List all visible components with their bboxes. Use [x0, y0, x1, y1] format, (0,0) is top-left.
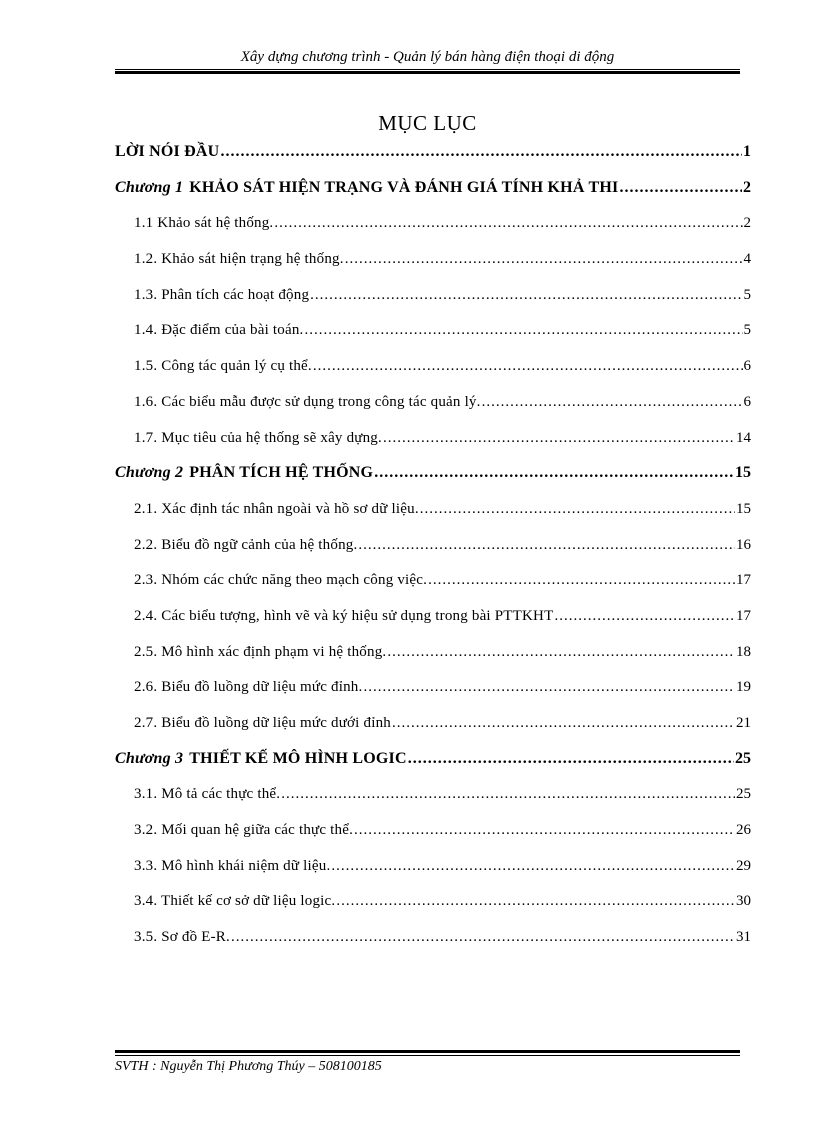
toc-section-row	[115, 423, 751, 459]
toc-page-number: 17	[736, 572, 751, 589]
toc-entry-title: 3.4. Thiết kế cơ sở dữ liệu logic.	[134, 893, 336, 910]
toc-section-row	[115, 565, 751, 601]
toc-section-row	[115, 601, 751, 637]
toc-chapter-row	[115, 137, 751, 173]
toc-entry-title: 3.3. Mô hình khái niệm dữ liệu.	[134, 857, 331, 874]
toc-dot-leader	[354, 820, 735, 840]
toc-entry-title: 2.6. Biểu đồ luồng dữ liệu mức đỉnh.	[134, 679, 363, 696]
toc-page-number: 19	[736, 679, 751, 696]
toc-page-number: 25	[735, 749, 751, 767]
toc-section-row	[115, 815, 751, 851]
toc-page-number: 5	[743, 322, 751, 339]
toc-dot-leader	[428, 570, 735, 590]
toc-page-number: 21	[736, 715, 751, 731]
toc-section-row	[115, 315, 751, 351]
toc-page-number: 18	[736, 643, 751, 660]
toc-dot-leader	[331, 856, 735, 876]
toc-dot-leader	[554, 606, 735, 626]
toc-chapter-label: Chương 2	[115, 464, 184, 482]
toc-dot-leader	[310, 285, 742, 305]
toc-entry-title: 2.3. Nhóm các chức năng theo mạch công việc.	[134, 572, 428, 589]
toc-page-number: 17	[736, 607, 751, 624]
toc-chapter-label: Chương 3	[115, 749, 184, 767]
toc-section-row	[115, 637, 751, 673]
toc-page-number: 26	[736, 822, 751, 839]
toc-entry-title: 1.3. Phân tích các hoạt động	[134, 286, 310, 303]
toc-entry-title: 1.4. Đặc điểm của bài toán.	[134, 322, 304, 339]
running-header: Xây dựng chương trình - Quản lý bán hàng điện thoại di động	[240, 49, 615, 65]
toc-section-row	[115, 922, 751, 958]
toc-page-number: 14	[736, 429, 751, 446]
toc-dot-leader	[383, 428, 735, 448]
toc-entry-title: 3.1. Mô tả các thực thể.	[134, 786, 281, 803]
toc-chapter-row	[115, 458, 751, 494]
toc-chapter-row	[115, 744, 751, 780]
toc-entry-title: 2.2. Biểu đồ ngữ cảnh của hệ thống.	[134, 536, 358, 553]
toc-entry-title: 1.6. Các biểu mẫu được sử dụng trong công tác quản lý.	[134, 393, 481, 410]
toc-dot-leader	[281, 784, 735, 804]
toc-page-number: 15	[735, 464, 751, 482]
toc-dot-leader	[358, 535, 735, 555]
toc-section-row	[115, 387, 751, 423]
toc-page-number: 29	[736, 857, 751, 874]
toc-entry-title: 3.5. Sơ đồ E-R.	[134, 929, 230, 946]
toc-entry-title: Chương 3 THIẾT KẾ MÔ HÌNH LOGIC	[115, 749, 407, 767]
footer-author: SVTH : Nguyễn Thị Phương Thúy – 508100185	[115, 1059, 382, 1074]
toc-entry-title: 1.1 Khảo sát hệ thống.	[134, 215, 274, 232]
toc-section-row	[115, 851, 751, 887]
toc-section-row	[115, 280, 751, 316]
toc-dot-leader	[313, 356, 743, 376]
toc-dot-leader	[345, 249, 743, 269]
toc-entry-title: 2.5. Mô hình xác định phạm vi hệ thống.	[134, 643, 387, 660]
toc-chapter-label: Chương 1	[115, 178, 184, 196]
toc-dot-leader	[408, 749, 734, 769]
toc-section-row	[115, 708, 751, 744]
toc-section-row	[115, 779, 751, 815]
toc-entry-title: 2.7. Biểu đồ luồng dữ liệu mức dưới đỉnh	[134, 715, 391, 731]
toc-page-number: 1	[743, 143, 751, 160]
header-rule-thin	[115, 69, 740, 70]
toc-page-number: 4	[743, 251, 751, 268]
toc-dot-leader	[387, 642, 735, 662]
footer-rule-thin	[115, 1055, 740, 1056]
toc-dot-leader	[305, 320, 743, 340]
toc-section-row	[115, 530, 751, 566]
toc-page-number: 30	[736, 893, 751, 910]
toc-chapter-row	[115, 173, 751, 209]
toc-entry-title: LỜI NÓI ĐẦU	[115, 143, 220, 160]
toc-dot-leader	[220, 142, 742, 162]
toc-entry-title: 1.7. Mục tiêu của hệ thống sẽ xây dựng.	[134, 429, 382, 446]
toc-section-row	[115, 244, 751, 280]
toc-entry-title: Chương 1 KHẢO SÁT HIỆN TRẠNG VÀ ĐÁNH GIÁ TÍNH KHẢ THI	[115, 178, 619, 196]
toc-page-number: 25	[736, 786, 751, 803]
toc-page-number: 31	[736, 929, 751, 946]
table-of-contents	[115, 137, 751, 958]
toc-page-number: 16	[736, 536, 751, 553]
toc-entry-title: 1.2. Khảo sát hiện trạng hệ thống.	[134, 251, 344, 268]
toc-page-number: 5	[743, 286, 751, 303]
toc-section-row	[115, 886, 751, 922]
toc-dot-leader	[363, 677, 735, 697]
toc-dot-leader	[420, 499, 735, 519]
header-rule-thick	[115, 71, 740, 74]
toc-dot-leader	[274, 213, 742, 233]
toc-entry-title: 1.5. Công tác quản lý cụ thể.	[134, 358, 312, 375]
toc-dot-leader	[336, 891, 735, 911]
footer-rule-thick	[115, 1050, 740, 1053]
toc-entry-title: 2.4. Các biểu tượng, hình vẽ và ký hiệu sử dụng trong bài PTTKHT	[134, 607, 554, 624]
toc-entry-title: 3.2. Mối quan hệ giữa các thực thể.	[134, 822, 354, 839]
toc-entry-title: 2.1. Xác định tác nhân ngoài và hồ sơ dữ liệu.	[134, 500, 419, 517]
toc-dot-leader	[374, 463, 734, 483]
toc-section-row	[115, 672, 751, 708]
toc-page-number: 15	[736, 500, 751, 517]
toc-entry-title: Chương 2 PHÂN TÍCH HỆ THỐNG	[115, 464, 374, 482]
toc-dot-leader	[619, 178, 742, 198]
toc-page-number: 2	[743, 178, 751, 196]
toc-section-row	[115, 208, 751, 244]
toc-dot-leader	[392, 713, 735, 733]
toc-page-number: 6	[743, 358, 751, 375]
toc-dot-leader	[482, 392, 743, 412]
toc-dot-leader	[231, 927, 735, 947]
toc-page-number: 6	[743, 393, 751, 410]
toc-section-row	[115, 351, 751, 387]
toc-title: MỤC LỤC	[378, 111, 477, 136]
toc-page-number: 2	[743, 215, 751, 232]
toc-section-row	[115, 494, 751, 530]
